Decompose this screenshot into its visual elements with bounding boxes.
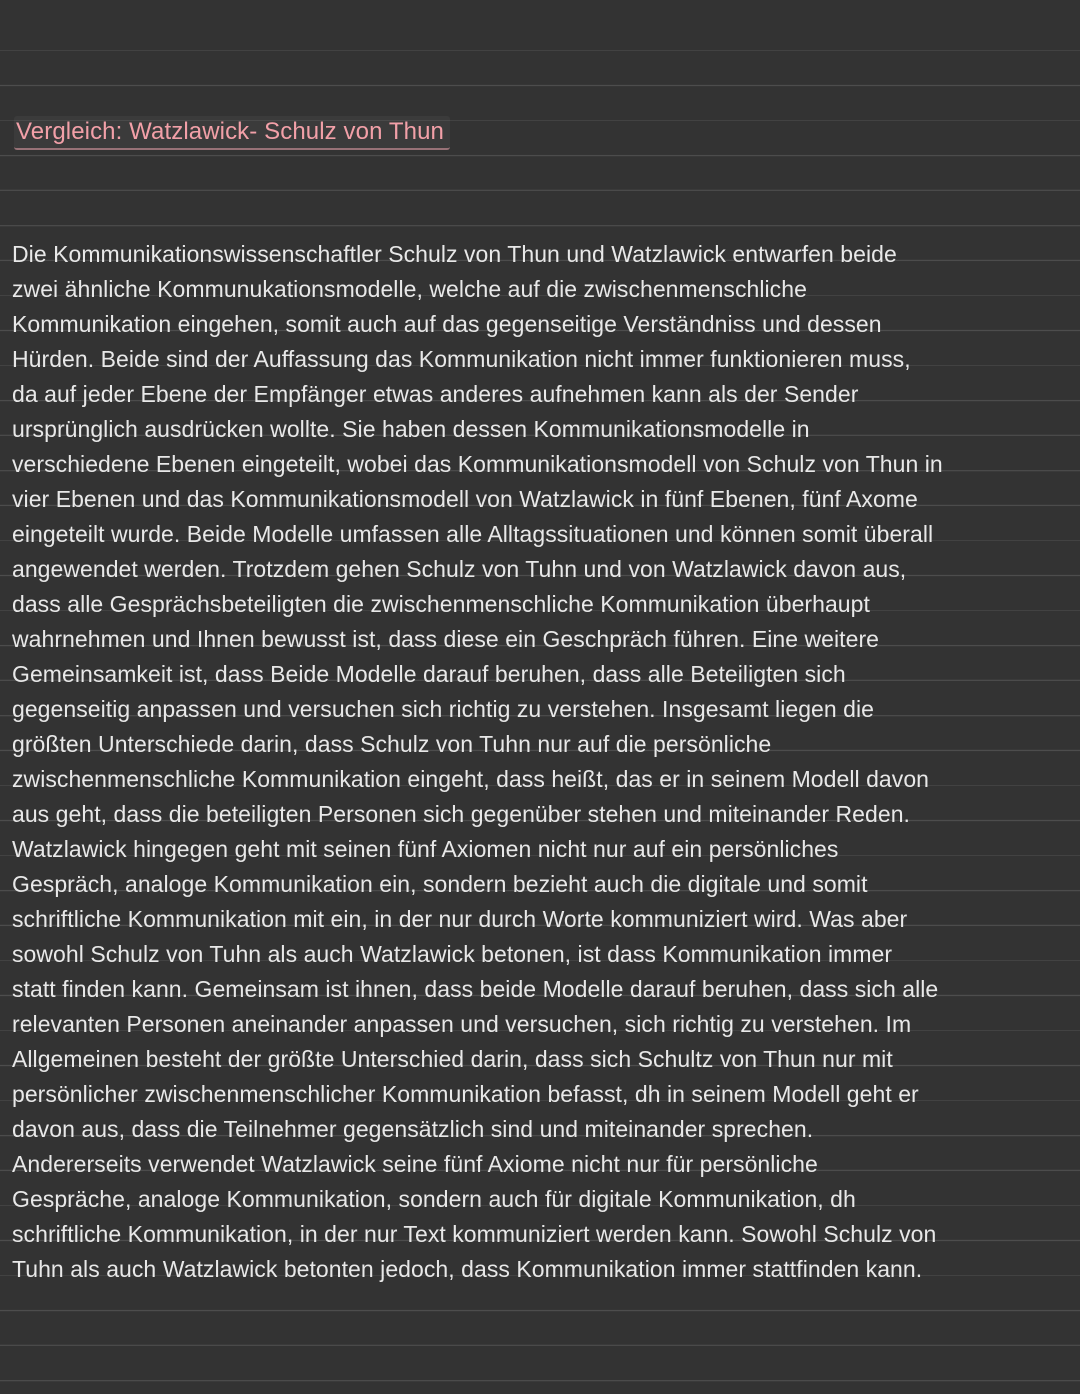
text-line: da auf jeder Ebene der Empfänger etwas anderes aufnehmen kann als der Sender <box>12 381 859 407</box>
text-line: Die Kommunikationswissenschaftler Schulz von Thun und Watzlawick entwarfen beide <box>12 241 897 267</box>
page-title: Vergleich: Watzlawick- Schulz von Thun <box>14 116 450 150</box>
text-line: größten Unterschiede darin, dass Schulz von Tuhn nur auf die persönliche <box>12 731 772 757</box>
text-line: Hürden. Beide sind der Auffassung das Kommunikation nicht immer funktionieren muss, <box>12 346 911 372</box>
text-line: Watzlawick hingegen geht mit seinen fünf Axiomen nicht nur auf ein persönliches <box>12 836 839 862</box>
text-line: Gemeinsamkeit ist, dass Beide Modelle darauf beruhen, dass alle Beteiligten sich <box>12 661 846 687</box>
text-line: dass alle Gesprächsbeteiligten die zwischenmenschliche Kommunikation überhaupt <box>12 591 870 617</box>
text-line: schriftliche Kommunikation mit ein, in der nur durch Worte kommuniziert wird. Was aber <box>12 906 908 932</box>
text-line: persönlicher zwischenmenschlicher Kommunikation befasst, dh in seinem Modell geht er <box>12 1081 919 1107</box>
text-line: davon aus, dass die Teilnehmer gegensätzlich sind und miteinander sprechen. <box>12 1116 814 1142</box>
text-line: Gespräch, analoge Kommunikation ein, sondern bezieht auch die digitale und somit <box>12 871 868 897</box>
text-line: Tuhn als auch Watzlawick betonten jedoch, dass Kommunikation immer stattfinden kann. <box>12 1256 923 1282</box>
text-line: eingeteilt wurde. Beide Modelle umfassen alle Alltagssituationen und können somit überall <box>12 521 934 547</box>
text-line: angewendet werden. Trotzdem gehen Schulz von Tuhn und von Watzlawick davon aus, <box>12 556 907 582</box>
text-line: Gespräche, analoge Kommunikation, sondern auch für digitale Kommunikation, dh <box>12 1186 856 1212</box>
text-line: gegenseitig anpassen und versuchen sich richtig zu verstehen. Insgesamt liegen die <box>12 696 875 722</box>
text-line: statt finden kann. Gemeinsam ist ihnen, dass beide Modelle darauf beruhen, dass sich alle <box>12 976 939 1002</box>
text-line: Allgemeinen besteht der größte Unterschied darin, dass sich Schultz von Thun nur mit <box>12 1046 893 1072</box>
text-line: aus geht, dass die beteiligten Personen sich gegenüber stehen und miteinander Reden. <box>12 801 910 827</box>
text-line: wahrnehmen und Ihnen bewusst ist, dass diese ein Geschpräch führen. Eine weitere <box>12 626 880 652</box>
text-line: Kommunikation eingehen, somit auch auf das gegenseitige Verständniss und dessen <box>12 311 882 337</box>
text-line: zwei ähnliche Kommunukationsmodelle, welche auf die zwischenmenschliche <box>12 276 807 302</box>
text-line: vier Ebenen und das Kommunikationsmodell von Watzlawick in fünf Ebenen, fünf Axome <box>12 486 918 512</box>
text-line: zwischenmenschliche Kommunikation eingeht, dass heißt, das er in seinem Modell davon <box>12 766 930 792</box>
text-line: schriftliche Kommunikation, in der nur Text kommuniziert werden kann. Sowohl Schulz von <box>12 1221 937 1247</box>
text-line: sowohl Schulz von Tuhn als auch Watzlawick betonen, ist dass Kommunikation immer <box>12 941 893 967</box>
essay-text <box>12 237 1058 1287</box>
text-line: Andererseits verwendet Watzlawick seine fünf Axiome nicht nur für persönliche <box>12 1151 818 1177</box>
text-line: verschiedene Ebenen eingeteilt, wobei das Kommunikationsmodell von Schulz von Thun in <box>12 451 943 477</box>
text-line: ursprünglich ausdrücken wollte. Sie haben dessen Kommunikationsmodelle in <box>12 416 810 442</box>
text-line: relevanten Personen aneinander anpassen und versuchen, sich richtig zu verstehen. Im <box>12 1011 912 1037</box>
